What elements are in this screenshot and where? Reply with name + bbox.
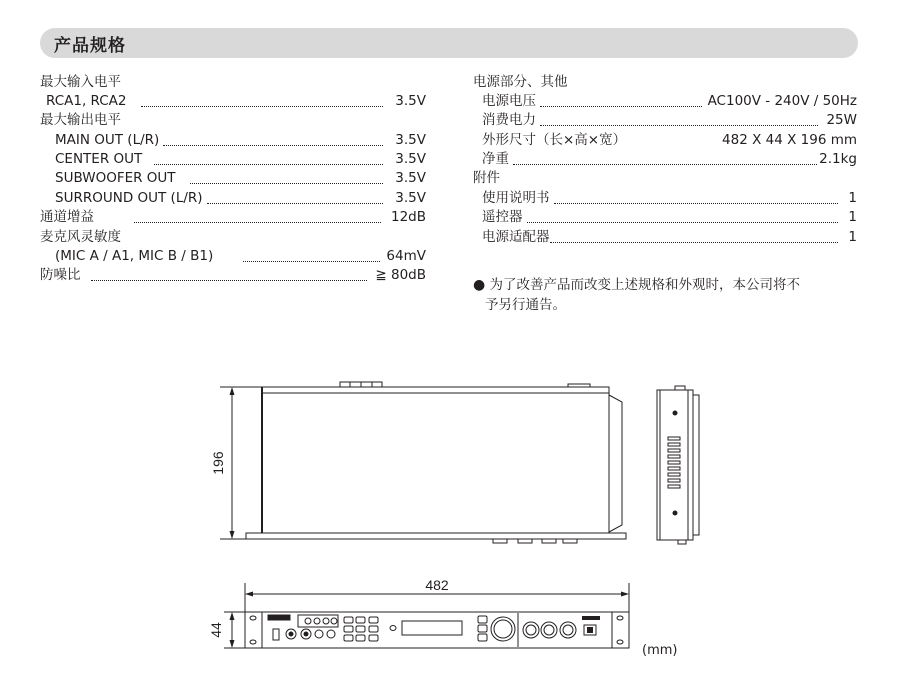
notice-line-1: 为了改善产品而改变上述规格和外观时，本公司将不 [489,277,801,293]
spec-label: 遥控器 [482,209,523,225]
depth-dimension-label: 196 [210,451,226,475]
spec-value: 12dB [390,209,426,225]
spec-label: 外形尺寸（长×高×宽） [482,132,627,148]
spec-value: 1 [848,209,857,225]
height-dimension-label: 44 [208,622,224,638]
notice-line-2: 予另行通告。 [485,296,566,313]
page-title: 产品规格 [54,36,126,56]
spec-label: MAIN OUT (L/R) [55,132,160,148]
spec-value: 1 [848,190,857,206]
bullet-icon: ● [473,277,486,293]
spec-value: 3.5V [395,151,426,167]
spec-label: RCA1, RCA2 [46,93,127,109]
spec-label: 使用说明书 [482,190,550,206]
spec-value: 1 [848,229,857,245]
spec-value: 2.1kg [819,151,857,167]
spec-value: AC100V - 240V / 50Hz [707,93,857,109]
spec-label: SURROUND OUT (L/R) [55,190,203,206]
spec-value: 482 X 44 X 196 mm [722,132,857,148]
spec-value: ≧ 80dB [375,267,426,283]
width-dimension-label: 482 [425,577,449,593]
unit-label: (mm) [642,643,678,658]
spec-value: 25W [826,112,857,128]
power-heading: 电源部分、其他 [473,74,568,90]
top-view-drawing [220,382,626,543]
accessory-heading: 附件 [473,170,500,186]
spec-label: 通道增益 [40,209,94,225]
spec-label: 电源电压 [482,93,536,109]
spec-value: 3.5V [395,170,426,186]
spec-value: 64mV [386,248,426,264]
side-view-drawing [657,386,699,544]
input-heading: 最大输入电平 [40,74,121,90]
spec-value: 3.5V [395,132,426,148]
output-heading: 最大输出电平 [40,112,121,128]
spec-label: (MIC A / A1, MIC B / B1) [55,248,214,264]
mic-heading: 麦克风灵敏度 [40,229,121,245]
spec-label: 消费电力 [482,112,536,128]
spec-label: 防噪比 [40,267,81,283]
spec-value: 3.5V [395,190,426,206]
spec-label: 电源适配器 [482,229,550,245]
spec-label: CENTER OUT [55,151,143,167]
spec-value: 3.5V [395,93,426,109]
spec-label: SUBWOOFER OUT [55,170,176,186]
spec-label: 净重 [482,151,509,167]
